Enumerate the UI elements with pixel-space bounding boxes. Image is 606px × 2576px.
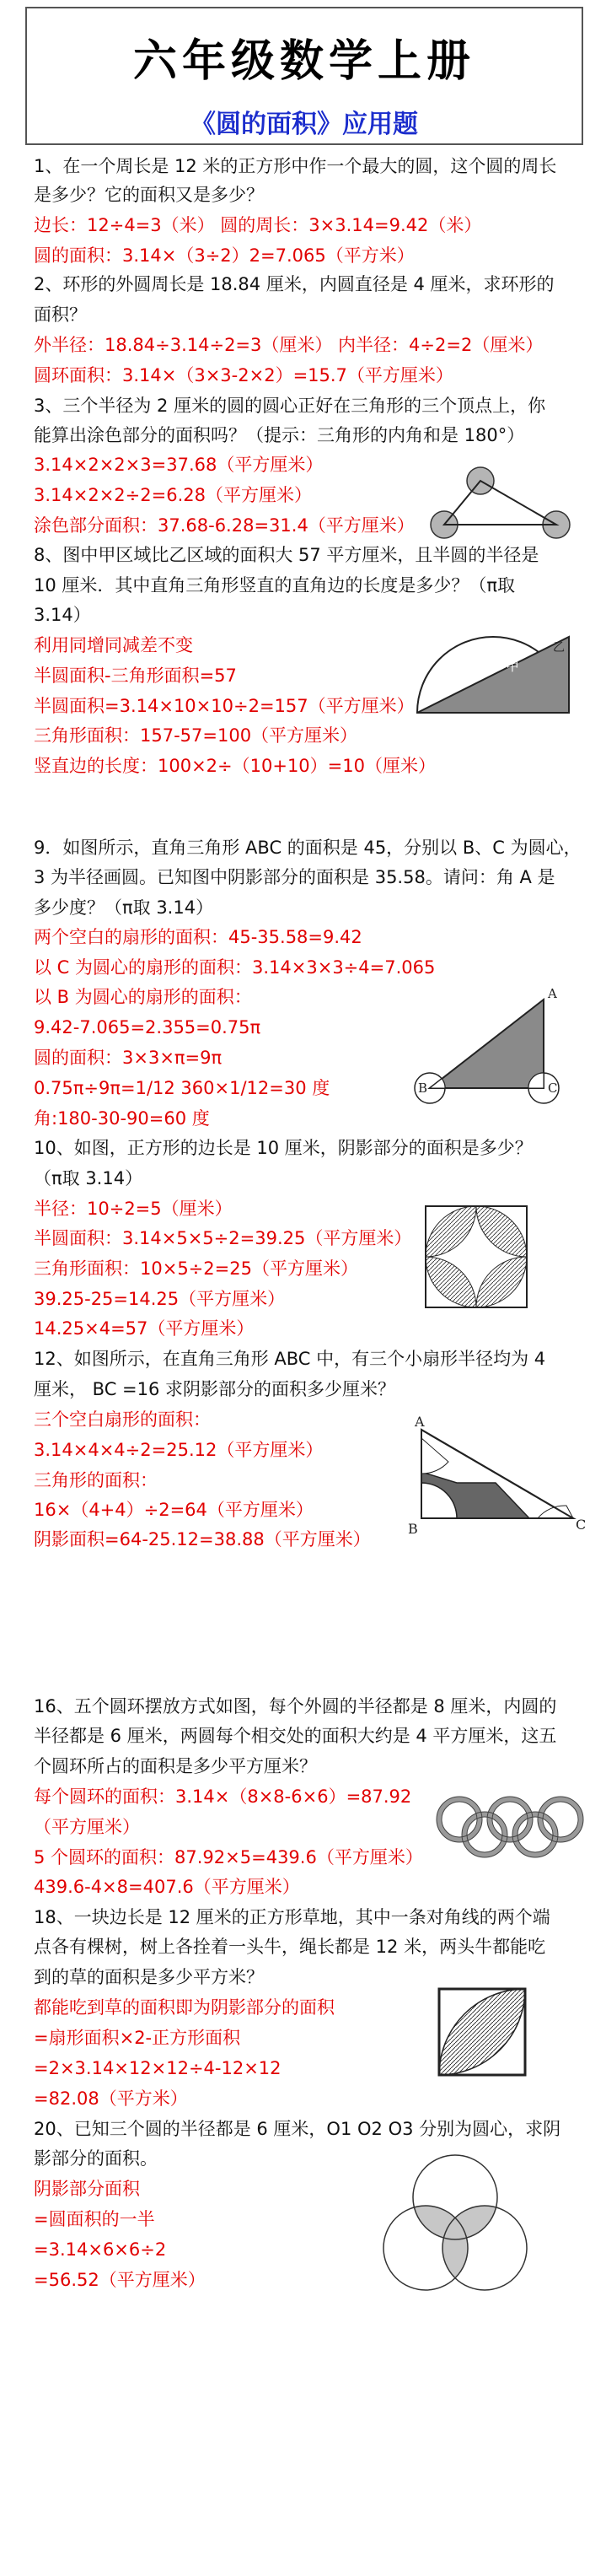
p18-question-line-1: 18、一块边长是 12 厘米的正方形草地，其中一条对角线的两个端 [34,1907,550,1927]
p8-answer-line-4: 三角形面积：157-57=100（平方厘米） [34,725,358,746]
p16-answer-line-1: 每个圆环的面积：3.14×（8×8-6×6）=87.92 [34,1786,412,1807]
p2-answer-line-1: 外半径：18.84÷3.14÷2=3（厘米） 内半径：4÷2=2（厘米） [34,335,544,355]
p18-answer-line-3: =2×3.14×12×12÷4-12×12 [34,2058,282,2078]
p18-square-lens-figure [434,1984,531,2081]
p20-question-line-1: 20、已知三个圆的半径都是 6 厘米，O1 O2 O3 分别为圆心，求阴 [34,2119,561,2139]
p16-answer-line-2: （平方厘米） [34,1817,140,1837]
p10-answer-line-5: 14.25×4=57（平方厘米） [34,1318,255,1339]
p20-answer-line-3: =3.14×6×6÷2 [34,2239,167,2260]
p12-answer-line-3: 三角形的面积： [34,1470,158,1490]
p9-answer-line-7: 角:180-30-90=60 度 [34,1108,210,1129]
p16-five-rings-figure [430,1792,590,1860]
p9-question-line-1: 9．如图所示，直角三角形 ABC 的面积是 45，分别以 B、C 为圆心， [34,838,582,858]
p12-answer-line-1: 三个空白扇形的面积： [34,1409,211,1430]
p9-question-line-3: 多少度？（π取 3.14） [34,897,214,918]
p9-answer-line-5: 圆的面积：3×3×π=9π [34,1048,223,1068]
p12-question-line-1: 12、如图所示，在直角三角形 ABC 中，有三个小扇形半径均为 4 [34,1349,546,1369]
p9-label-c: C [548,1081,558,1096]
p8-question-line-1: 8、图中甲区域比乙区域的面积大 57 平方厘米，且半圆的半径是 [34,545,539,565]
p16-question-line-1: 16、五个圆环摆放方式如图，每个外圆的半径都是 8 厘米，内圆的 [34,1696,557,1716]
p8-answer-line-2: 半圆面积-三角形面积=57 [34,666,237,686]
p12-question-line-2: 厘米， BC =16 求阴影部分的面积多少厘米？ [34,1379,396,1399]
p18-question-line-3: 到的草的面积是多少平方米？ [34,1967,264,1987]
p16-answer-line-3: 5 个圆环的面积：87.92×5=439.6（平方厘米） [34,1847,423,1867]
p3-answer-line-2: 3.14×2×2÷2=6.28（平方厘米） [34,485,312,505]
p20-question-line-2: 影部分的面积。 [34,2148,158,2169]
p10-answer-line-1: 半径：10÷2=5（厘米） [34,1199,233,1219]
p10-answer-line-3: 三角形面积：10×5÷2=25（平方厘米） [34,1258,358,1279]
p18-answer-line-1: 都能吃到草的面积即为阴影部分的面积 [34,1997,335,2018]
p8-semicircle-triangle-figure [405,624,582,725]
p18-answer-line-4: =82.08（平方米） [34,2088,188,2109]
p16-answer-line-4: 439.6-4×8=407.6（平方厘米） [34,1877,300,1897]
p12-answer-line-5: 阴影面积=64-25.12=38.88（平方厘米） [34,1529,371,1549]
p9-answer-line-4: 9.42-7.065=2.355=0.75π [34,1017,261,1037]
p12-label-a: A [415,1414,425,1430]
p10-question-line-2: （π取 3.14） [34,1168,143,1188]
p2-question-line-2: 面积？ [34,304,87,325]
p9-answer-line-1: 两个空白的扇形的面积：45-35.58=9.42 [34,927,362,947]
p9-answer-line-6: 0.75π÷9π=1/12 360×1/12=30 度 [34,1078,330,1098]
p1-question-line-1: 1、在一个周长是 12 米的正方形中作一个最大的圆，这个圆的周长 [34,156,557,176]
p20-three-circles-figure [362,2147,548,2307]
p12-label-b: B [408,1521,418,1537]
p9-label-a: A [548,986,557,1001]
p20-answer-line-4: =56.52（平方厘米） [34,2270,206,2290]
title-box [25,7,583,145]
p20-answer-line-1: 阴影部分面积 [34,2179,140,2199]
p9-answer-line-2: 以 C 为圆心的扇形的面积：3.14×3×3÷4=7.065 [34,957,436,978]
p10-question-line-1: 10、如图，正方形的边长是 10 厘米，阴影部分的面积是多少？ [34,1138,533,1158]
p3-triangle-circles-figure [426,464,577,540]
p1-question-line-2: 是多少？它的面积又是多少？ [34,185,264,205]
p12-triangle-sectors-figure [396,1413,590,1539]
p8-answer-line-1: 利用同增同减差不变 [34,635,193,655]
p8-label-jia: 甲 [506,658,520,674]
p16-question-line-3: 个圆环所占的面积是多少平方厘米？ [34,1756,317,1776]
p9-question-line-2: 3 为半径画圆。已知图中阴影部分的面积是 35.58。请问：角 A 是 [34,867,555,887]
p10-answer-line-2: 半圆面积：3.14×5×5÷2=39.25（平方厘米） [34,1228,412,1248]
p8-label-yi: 乙 [553,641,565,655]
p18-question-line-2: 点各有棵树，树上各拴着一头牛，绳长都是 12 米，两头牛都能吃 [34,1937,546,1957]
p8-question-line-3: 3.14） [34,605,91,625]
p3-question-line-2: 能算出涂色部分的面积吗？（提示：三角形的内角和是 180°） [34,425,525,445]
p3-question-line-1: 3、三个半径为 2 厘米的圆的圆心正好在三角形的三个顶点上，你 [34,396,546,416]
p16-question-line-2: 半径都是 6 厘米，两圆每个相交处的面积大约是 4 平方厘米，这五 [34,1726,557,1746]
p10-answer-line-4: 39.25-25=14.25（平方厘米） [34,1289,286,1309]
page-title: 六年级数学上册 [132,35,475,87]
p12-label-c: C [576,1517,587,1533]
p9-answer-line-3: 以 B 为圆心的扇形的面积： [34,987,252,1007]
p9-right-triangle-figure [413,983,582,1109]
p8-question-line-2: 10 厘米．其中直角三角形竖直的直角边的长度是多少？（π取 [34,575,516,595]
p3-answer-line-1: 3.14×2×2×3=37.68（平方厘米） [34,455,324,475]
p9-label-b: B [418,1081,428,1096]
p8-answer-line-3: 半圆面积=3.14×10×10÷2=157（平方厘米） [34,696,415,716]
p2-question-line-1: 2、环形的外圆周长是 18.84 厘米，内圆直径是 4 厘米，求环形的 [34,274,555,294]
p10-square-petals-figure [421,1202,531,1312]
p1-answer-line-2: 圆的面积：3.14×（3÷2）2=7.065（平方米） [34,245,415,266]
p1-answer-line-1: 边长：12÷4=3（米） 圆的周长：3×3.14=9.42（米） [34,215,482,235]
page-subtitle: 《圆的面积》应用题 [190,110,418,139]
p12-answer-line-4: 16×（4+4）÷2=64（平方厘米） [34,1500,314,1520]
p8-answer-line-5: 竖直边的长度：100×2÷（10+10）=10（厘米） [34,756,436,776]
p3-answer-line-3: 涂色部分面积：37.68-6.28=31.4（平方厘米） [34,515,415,536]
p18-answer-line-2: =扇形面积×2-正方形面积 [34,2028,241,2048]
p2-answer-line-2: 圆环面积：3.14×（3×3-2×2）=15.7（平方厘米） [34,365,453,385]
p12-answer-line-2: 3.14×4×4÷2=25.12（平方厘米） [34,1440,324,1460]
p20-answer-line-2: =圆面积的一半 [34,2209,155,2229]
